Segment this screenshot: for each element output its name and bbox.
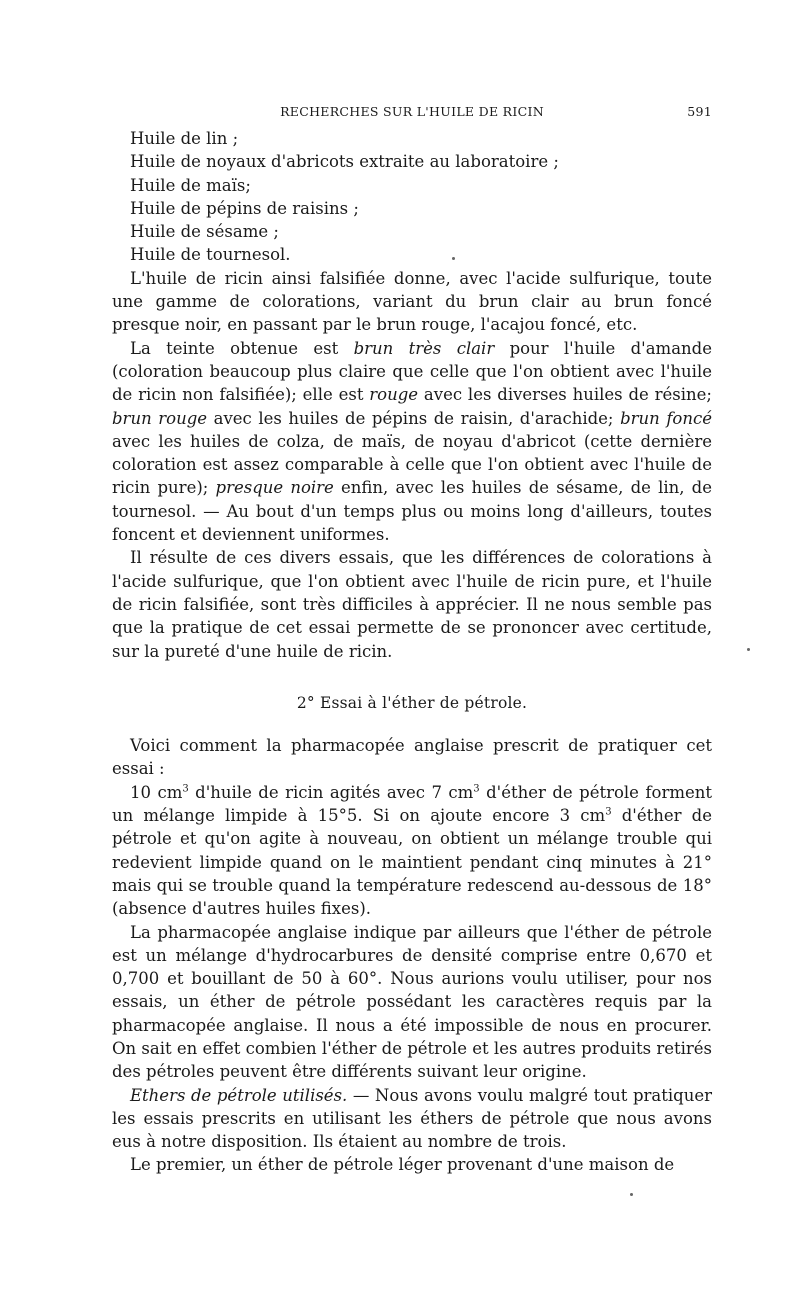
paragraph-intro: Voici comment la pharmacopée anglaise prescrit de pratiquer cet essai : bbox=[112, 736, 712, 779]
color-term: brun foncé bbox=[620, 408, 713, 428]
list-item: Huile de tournesol. bbox=[130, 245, 291, 265]
paragraph-specifications: La pharmacopée anglaise indique par ailleurs que l'éther de pétrole est un mélange d'hydrocarbures de densité comprise entre 0,670 et 0,700 et bouillant de 50 à 60°. Nous aurions voulu utiliser, pour nos essais, un éther de pétrole possédant les caractères requis par la pharmacopée anglaise. Il nous a été impossible de nous en procurer. On sait en effet combien l'éther de pétrole et les autres produits retirés des pétroles peuvent être différents suivant leur origine. bbox=[112, 922, 713, 1082]
color-term: rouge bbox=[369, 385, 419, 405]
color-term: brun très clair bbox=[353, 338, 495, 358]
page-body bbox=[112, 127, 712, 1177]
paragraph-colorations: L'huile de ricin ainsi falsifiée donne, avec l'acide sulfurique, toute une gamme de colorations, variant du brun clair au brun foncé presque noir, en passant par le brun rouge, l'acajou foncé, etc. bbox=[112, 268, 712, 335]
paragraph-premier: Le premier, un éther de pétrole léger provenant d'une maison de bbox=[130, 1155, 675, 1175]
paragraph-protocol: 10 $cm^3$ d'huile de ricin agités avec 7 $cm^3$ d'éther de pétrole forment un mélange limpide à 15°5. Si on ajoute encore 3 $cm^3$ d'éther de pétrole et qu'on agite à nouveau, on obtient un mélange trouble qui redevient limpide quand on le maintient pendant cinq minutes à 21° mais qui se trouble quand la température redescend au-dessous de 18° (absence d'autres huiles fixes). bbox=[112, 782, 713, 919]
running-title: RECHERCHES SUR L'HUILE DE RICIN bbox=[280, 104, 544, 119]
paragraph-conclusion: Il résulte de ces divers essais, que les différences de colorations à l'acide sulfurique, que l'on obtient avec l'huile de ricin pure, et l'huile de ricin falsifiée, sont très difficiles à apprécier. Il ne nous semble pas que la pratique de cet essai permette de se prononcer avec certitude, sur la pureté d'une huile de ricin. bbox=[112, 548, 712, 661]
color-term: presque noire bbox=[215, 478, 334, 498]
paragraph-ethers: Ethers de pétrole utilisés. — Nous avons voulu malgré tout pratiquer les essais prescrits en utilisant les éthers de pétrole que nous avons eus à notre disposition. Ils étaient au nombre de trois. bbox=[112, 1085, 713, 1152]
print-speck bbox=[452, 257, 455, 260]
list-item: Huile de sésame ; bbox=[130, 222, 279, 242]
list-item: Huile de lin ; bbox=[130, 129, 239, 148]
print-speck bbox=[747, 648, 750, 651]
paragraph-teintes: La teinte obtenue est brun très clair pour l'huile d'amande (coloration beaucoup plus claire que celle que l'on obtient avec l'huile de ricin non falsifiée); elle est rouge avec les diverses huiles de résine; brun rouge avec les huiles de pépins de raisin, d'arachide; brun foncé avec les huiles de colza, de maïs, de noyau d'abricot (cette dernière coloration est assez comparable à celle que l'on obtient avec l'huile de ricin pure); presque noire enfin, avec les huiles de sésame, de lin, de tournesol. — Au bout d'un temps plus ou moins long d'ailleurs, toutes foncent et deviennent uniformes. bbox=[112, 338, 713, 545]
list-item: Huile de noyaux d'abricots extraite au laboratoire ; bbox=[130, 152, 559, 172]
run-in-heading: Ethers de pétrole utilisés. bbox=[130, 1085, 348, 1105]
print-speck bbox=[630, 1193, 633, 1196]
page-header bbox=[112, 100, 712, 126]
list-item: Huile de maïs; bbox=[130, 175, 251, 195]
color-term: brun rouge bbox=[112, 408, 208, 428]
list-item: Huile de pépins de raisins ; bbox=[130, 198, 359, 218]
section-heading: 2° Essai à l'éther de pétrole. bbox=[296, 693, 528, 712]
page-number: 591 bbox=[687, 104, 712, 119]
